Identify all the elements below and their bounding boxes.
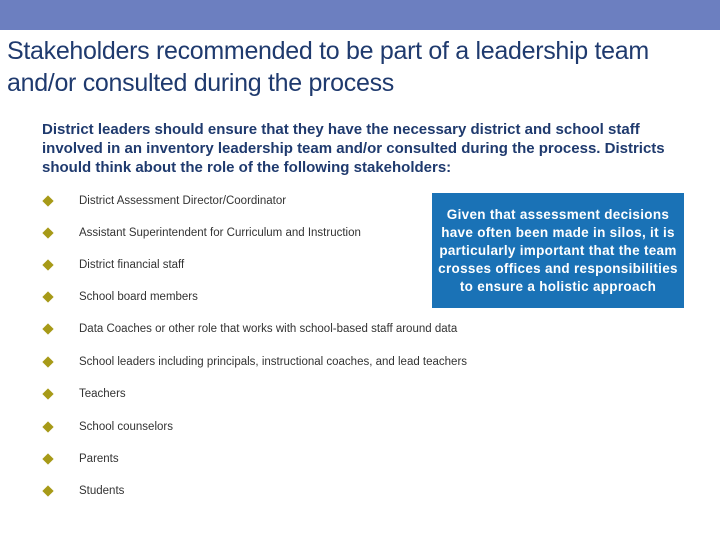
diamond-bullet-icon xyxy=(42,421,53,432)
list-item-label: Parents xyxy=(79,453,119,465)
diamond-bullet-icon xyxy=(42,195,53,206)
list-item xyxy=(42,321,512,337)
list-item xyxy=(42,386,512,402)
list-item-label: Students xyxy=(79,485,125,497)
list-item xyxy=(42,354,512,370)
diamond-bullet-icon xyxy=(42,388,53,399)
intro-paragraph: District leaders should ensure that they have the necessary district and school staff involved in an inventory leadership team and/or consulted during the process. Districts should think about the role of the following stakeholders: xyxy=(42,121,665,176)
callout-text: Given that assessment decisions have often been made in silos, it is particularly important that the team crosses offices and responsibilities to ensure a holistic approach xyxy=(438,206,678,294)
list-item xyxy=(42,451,512,467)
diamond-bullet-icon xyxy=(42,485,53,496)
list-item xyxy=(42,419,512,435)
list-item-label: District financial staff xyxy=(79,259,185,271)
list-item-label: Assistant Superintendent for Curriculum and Instruction xyxy=(79,227,361,239)
diamond-bullet-icon xyxy=(42,323,53,334)
top-accent-bar xyxy=(0,0,720,30)
slide-title: Stakeholders recommended to be part of a leadership team and/or consulted during the process xyxy=(7,37,649,97)
list-item-label: School counselors xyxy=(79,421,173,433)
diamond-bullet-icon xyxy=(42,356,53,367)
list-item xyxy=(42,483,512,499)
diamond-bullet-icon xyxy=(42,291,53,302)
list-item-label: School leaders including principals, instructional coaches, and lead teachers xyxy=(79,356,468,368)
diamond-bullet-icon xyxy=(42,259,53,270)
diamond-bullet-icon xyxy=(42,227,53,238)
callout-box xyxy=(432,193,684,308)
list-item-label: School board members xyxy=(79,291,198,303)
list-item-label: Teachers xyxy=(79,388,126,400)
list-item-label: District Assessment Director/Coordinator xyxy=(79,195,287,207)
diamond-bullet-icon xyxy=(42,453,53,464)
list-item-label: Data Coaches or other role that works with school-based staff around data xyxy=(79,323,458,335)
